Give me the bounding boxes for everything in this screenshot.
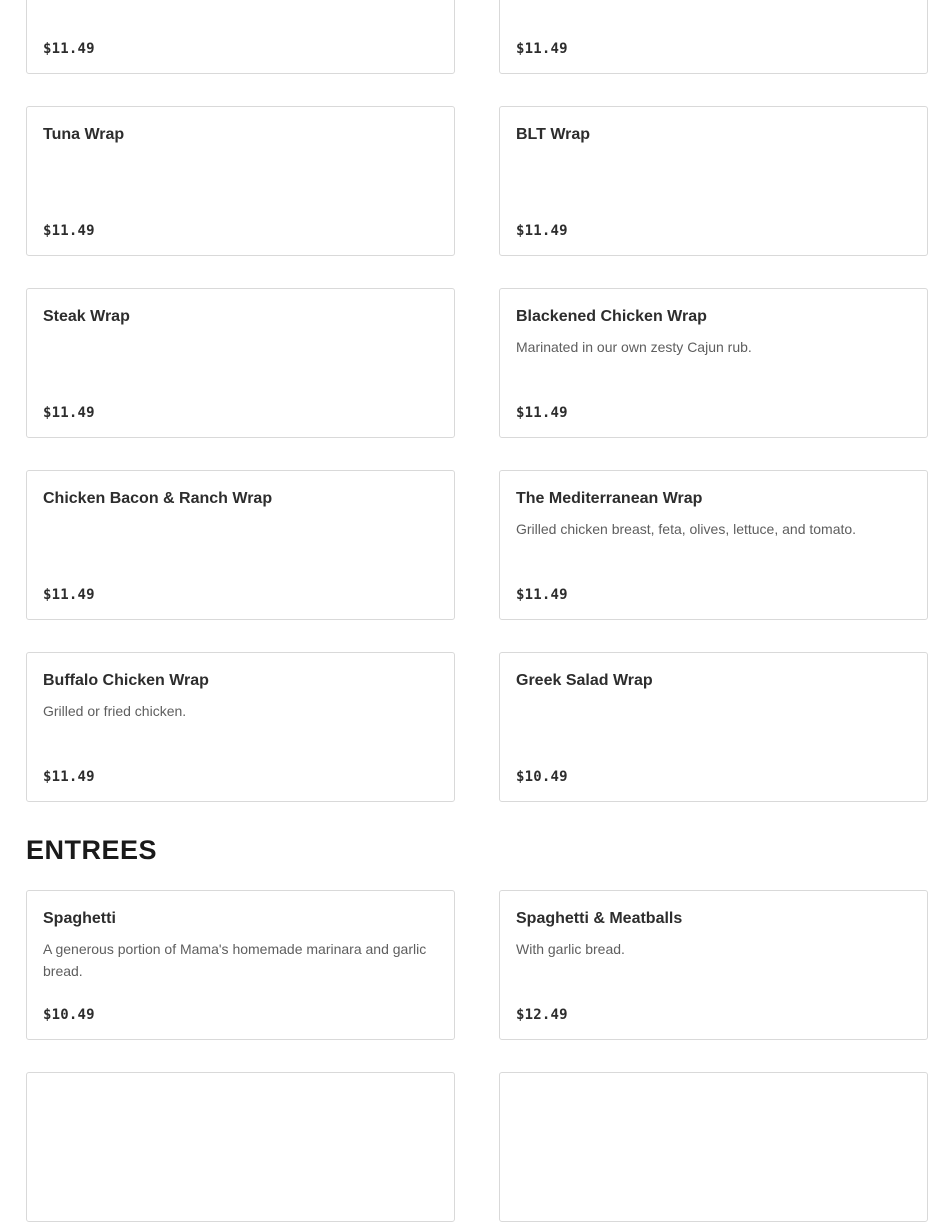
menu-item-card[interactable] bbox=[26, 288, 455, 438]
menu-item-card[interactable] bbox=[499, 890, 928, 1040]
item-name: The Mediterranean Wrap bbox=[516, 490, 703, 507]
menu-item-card[interactable] bbox=[499, 288, 928, 438]
item-description: A generous portion of Mama's homemade marinara and garlic bread. bbox=[43, 941, 427, 979]
item-price: $11.49 bbox=[43, 405, 95, 421]
menu-item-card[interactable] bbox=[499, 470, 928, 620]
section-title-entrees: ENTREES bbox=[26, 835, 158, 865]
item-price: $11.49 bbox=[43, 587, 95, 603]
item-name: Blackened Chicken Wrap bbox=[516, 308, 707, 325]
menu-item-card[interactable] bbox=[26, 652, 455, 802]
item-description: Marinated in our own zesty Cajun rub. bbox=[516, 339, 752, 355]
item-price: $11.49 bbox=[516, 41, 568, 57]
item-price: $10.49 bbox=[43, 1007, 95, 1023]
item-name: Spaghetti bbox=[43, 910, 116, 927]
item-name: BLT Wrap bbox=[516, 126, 591, 143]
item-description: Grilled chicken breast, feta, olives, lettuce, and tomato. bbox=[516, 521, 857, 537]
item-price: $10.49 bbox=[516, 769, 568, 785]
item-description: Grilled or fried chicken. bbox=[43, 703, 187, 719]
menu-item-card[interactable] bbox=[26, 470, 455, 620]
item-name: Steak Wrap bbox=[43, 308, 130, 325]
item-price: $11.49 bbox=[516, 587, 568, 603]
menu-item-card[interactable] bbox=[499, 106, 928, 256]
menu-item-card[interactable] bbox=[26, 106, 455, 256]
item-name: Greek Salad Wrap bbox=[516, 672, 653, 689]
item-price: $11.49 bbox=[43, 223, 95, 239]
item-name: Buffalo Chicken Wrap bbox=[43, 672, 209, 689]
menu-item-card[interactable] bbox=[499, 1072, 928, 1222]
menu-item-card[interactable] bbox=[26, 1072, 455, 1222]
item-name: Spaghetti & Meatballs bbox=[516, 910, 683, 927]
item-description: With garlic bread. bbox=[516, 941, 625, 957]
menu-item-card[interactable] bbox=[26, 890, 455, 1040]
item-price: $11.49 bbox=[43, 769, 95, 785]
item-price: $11.49 bbox=[516, 405, 568, 421]
item-name: Tuna Wrap bbox=[43, 126, 125, 143]
menu-item-card[interactable] bbox=[499, 0, 928, 74]
item-price: $11.49 bbox=[516, 223, 568, 239]
menu-item-card[interactable] bbox=[26, 0, 455, 74]
item-price: $12.49 bbox=[516, 1007, 568, 1023]
item-name: Chicken Bacon & Ranch Wrap bbox=[43, 490, 273, 507]
item-price: $11.49 bbox=[43, 41, 95, 57]
menu-item-card[interactable] bbox=[499, 652, 928, 802]
